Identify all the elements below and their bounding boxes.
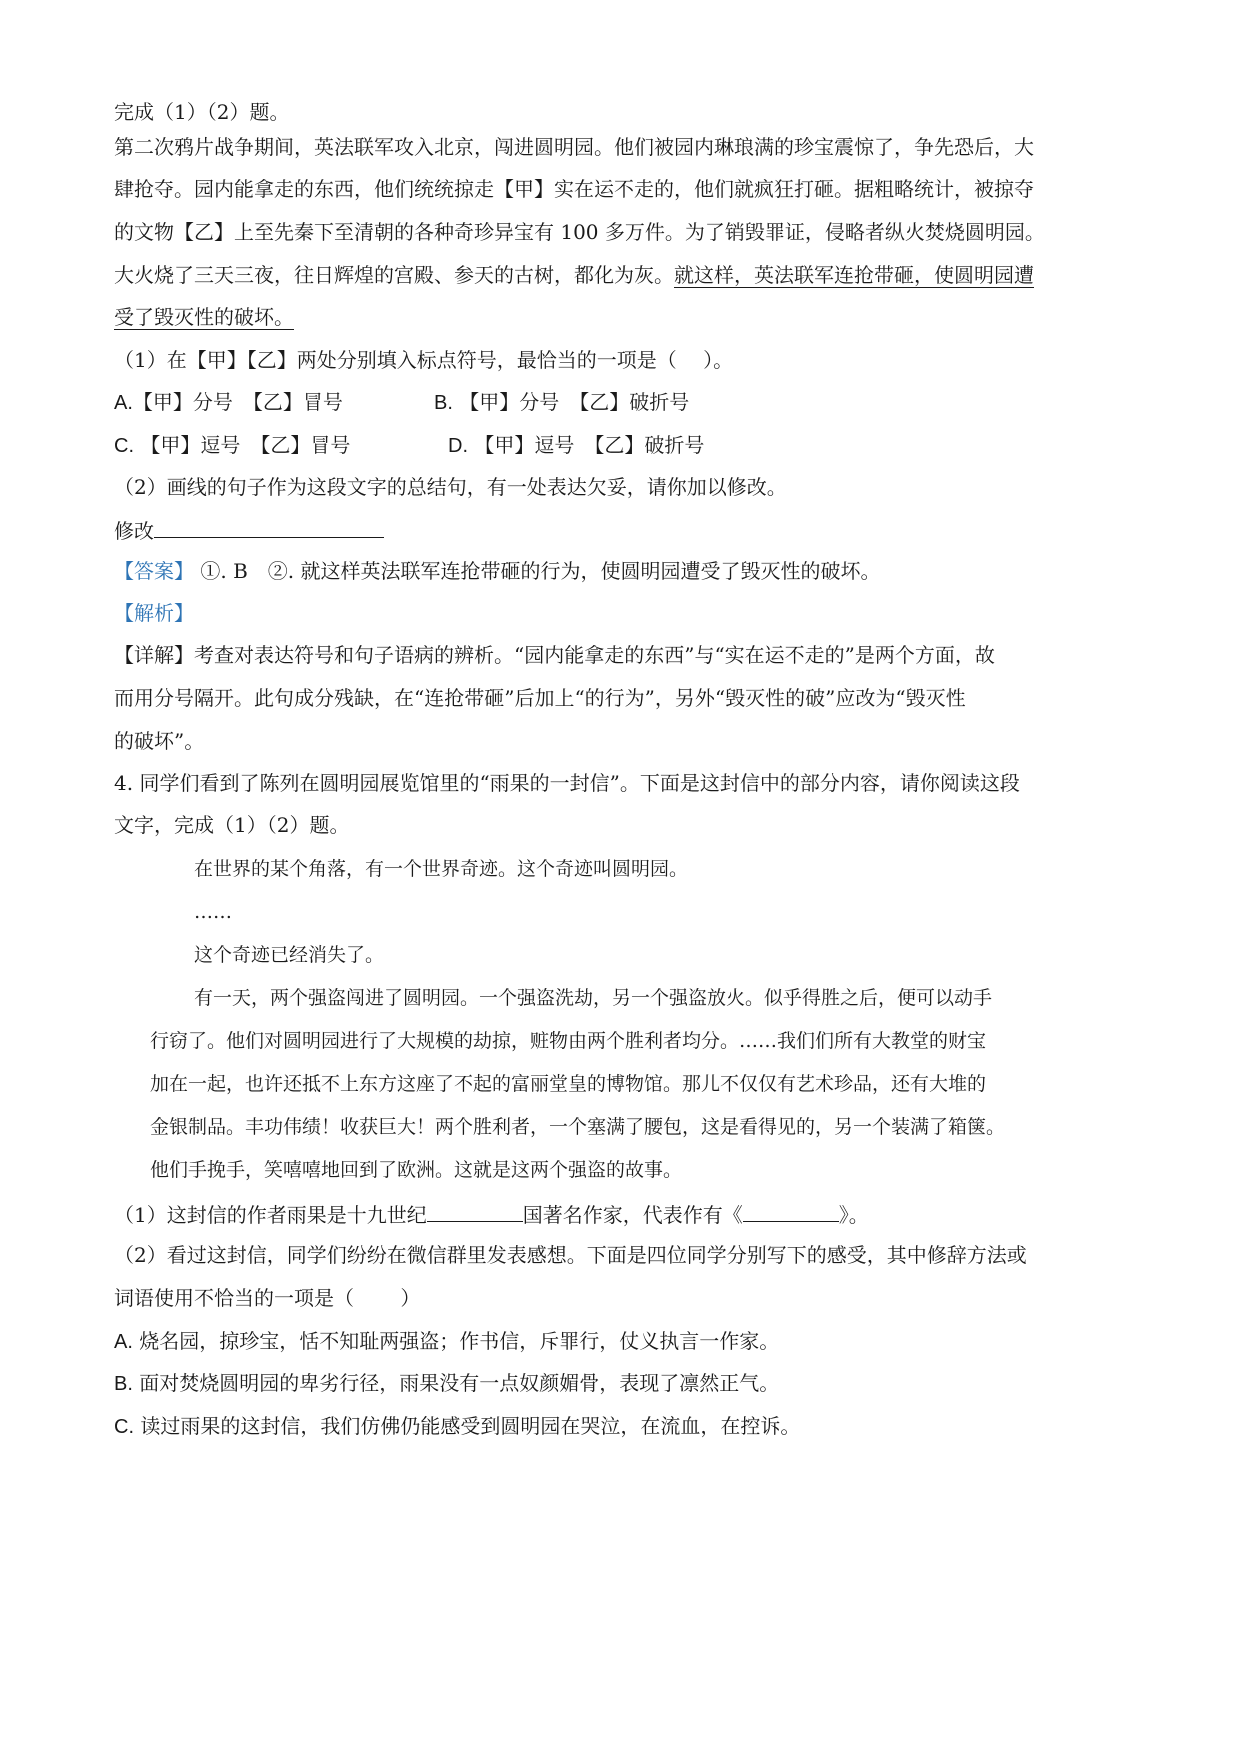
- q3-option-c: C. 【甲】逗号 【乙】冒号: [114, 433, 351, 457]
- underlined-summary-part-2: 受了毁灭性的破坏。: [114, 305, 294, 329]
- q4-line-1: 4. 同学们看到了陈列在圆明园展览馆里的“雨果的一封信”。下面是这封信中的部分内容，请你阅读这段: [114, 771, 1020, 795]
- country-blank: [427, 1199, 523, 1222]
- revise-line: [114, 515, 384, 545]
- passage-line-2: 肆抢夺。园内能拿走的东西，他们统统掠走【甲】实在运不走的，他们就疯狂打砸。据粗略统计，被掠夺: [114, 177, 1034, 201]
- letter-line-7: 金银制品。丰功伟绩！收获巨大！两个胜利者，一个塞满了腰包，这是看得见的，另一个装满了箱箧。: [150, 1116, 1006, 1138]
- passage-line-4: [114, 261, 1034, 289]
- letter-line-1: 在世界的某个角落，有一个世界奇迹。这个奇迹叫圆明园。: [194, 858, 689, 880]
- answer-tag: 【答案】: [114, 559, 194, 583]
- detail-line-1: 【详解】考查对表达符号和句子语病的辨析。“园内能拿走的东西”与“实在运不走的”是两个方面，故: [114, 643, 995, 667]
- q4-option-c: C. 读过雨果的这封信，我们仿佛仍能感受到圆明园在哭泣，在流血，在控诉。: [114, 1414, 801, 1438]
- q3-sub1: （1）在【甲】【乙】两处分别填入标点符号，最恰当的一项是（ ）。: [114, 348, 734, 372]
- underlined-summary-part-1: 就这样，英法联军连抢带砸，使圆明园遭: [674, 263, 1034, 287]
- q4-sub2-line-2: 词语使用不恰当的一项是（ ）: [114, 1286, 421, 1310]
- letter-line-4: 有一天，两个强盗闯进了圆明园。一个强盗洗劫，另一个强盗放火。似乎得胜之后，便可以动手: [194, 987, 993, 1009]
- q3-option-b: B. 【甲】分号 【乙】破折号: [434, 390, 690, 414]
- letter-line-5: 行窃了。他们对圆明园进行了大规模的劫掠，赃物由两个胜利者均分。……我们们所有大教堂的财宝: [150, 1030, 987, 1052]
- passage-line-4-plain: 大火烧了三天三夜，往日辉煌的宫殿、参天的古树，都化为灰。: [114, 263, 674, 287]
- passage-line-5: [114, 303, 294, 331]
- letter-line-3: 这个奇迹已经消失了。: [194, 944, 385, 966]
- q4-sub2-line-1: （2）看过这封信，同学们纷纷在微信群里发表感想。下面是四位同学分别写下的感受，其中修辞方法或: [114, 1243, 1027, 1267]
- passage-line-1: 第二次鸦片战争期间，英法联军攻入北京，闯进圆明园。他们被园内琳琅满的珍宝震惊了，争先恐后，大: [114, 135, 1034, 159]
- revise-label: 修改: [114, 519, 154, 543]
- q4-option-b: B. 面对焚烧圆明园的卑劣行径，雨果没有一点奴颜媚骨，表现了凛然正气。: [114, 1371, 780, 1395]
- masterpiece-blank: [743, 1199, 839, 1222]
- detail-line-3: 的破坏”。: [114, 729, 205, 753]
- q4-option-a: A. 烧名园，掠珍宝，恬不知耻两强盗；作书信，斥罪行，仗义执言一作家。: [114, 1329, 780, 1353]
- answer-line: [114, 557, 880, 585]
- q3-option-d: D. 【甲】逗号 【乙】破折号: [448, 433, 705, 457]
- intro-tail: 完成（1）（2）题。: [114, 100, 290, 124]
- revise-blank: [154, 515, 384, 538]
- q4-sub1: （1）这封信的作者雨果是十九世纪 国著名作家，代表作有《 》。: [114, 1199, 869, 1229]
- q3-option-a: A.【甲】分号 【乙】冒号: [114, 390, 343, 414]
- letter-line-6: 加在一起，也许还抵不上东方这座了不起的富丽堂皇的博物馆。那儿不仅仅有艺术珍品，还有大堆的: [150, 1073, 987, 1095]
- q3-options-row-2: [114, 431, 1124, 459]
- detail-line-2: 而用分号隔开。此句成分残缺，在“连抢带砸”后加上“的行为”，另外“毁灭性的破”应改为“毁灭性: [114, 686, 966, 710]
- analysis-tag: 【解析】: [114, 601, 194, 625]
- q3-sub2: （2）画线的句子作为这段文字的总结句，有一处表达欠妥，请你加以修改。: [114, 475, 787, 499]
- q3-options-row-1: [114, 388, 1124, 416]
- passage-line-3: 的文物【乙】上至先秦下至清朝的各种奇珍异宝有 100 多万件。为了销毁罪证，侵略者纵火焚烧圆明园。: [114, 220, 1045, 244]
- answer-text: ①. B ②. 就这样英法联军连抢带砸的行为，使圆明园遭受了毁灭性的破坏。: [194, 559, 881, 583]
- q4-line-2: 文字，完成（1）（2）题。: [114, 813, 350, 837]
- letter-line-2: ……: [194, 901, 232, 923]
- letter-line-8: 他们手挽手，笑嘻嘻地回到了欧洲。这就是这两个强盗的故事。: [150, 1159, 683, 1181]
